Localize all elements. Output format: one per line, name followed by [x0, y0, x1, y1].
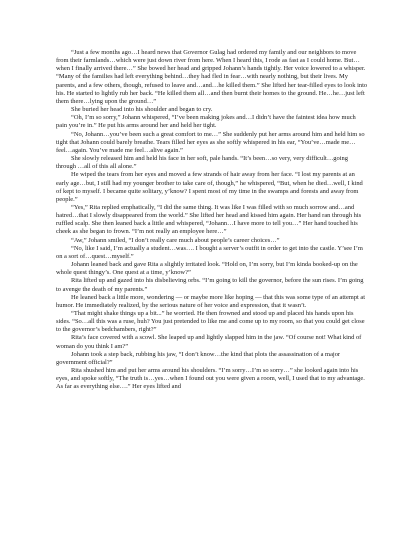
paragraph: Rita lifted up and gazed into his disbelieving orbs. “I’m going to kill the governor, before the sun rises. I’m going to avenge the death of my parents.” [56, 277, 364, 293]
paragraph: Johann leaned back and gave Rita a slightly irritated look. “Hold on, I’m sorry, but I’m kinda booked-up on the whole quest thingy’s. One quest at a time, y’know?” [56, 261, 358, 277]
document-page [56, 49, 368, 392]
paragraph: “Aw,” Johann smiled, “I don’t really care much about people’s career choices…” [71, 236, 280, 244]
paragraph: “Yes,” Rita replied emphatically, “I did the same thing. It was like I was filled with so much sorrow and…and hatred…that I slowly disappeared from the world.” She lifted her head and kissed him again. Her hand ran through his ruffled scalp. She then leaned back a little and whispered, “Johann…I have more to tell you…” Her hand touched his cheek as she began to frown. “I’m not really an employee here…” [56, 203, 362, 236]
paragraph: Johann took a step back, rubbing his jaw, “I don’t know…the kind that plots the assassination of a major government official?” [56, 350, 341, 366]
paragraph: “That might shake things up a bit...” he worried. He then frowned and stood up and placed his hands upon his sides. “So…all this was a ruse, huh? You just pretended to like me and come up to my room, so that you could get close to the governor’s bedchambers, right?” [56, 310, 365, 334]
paragraph: “No, like I said, I’m actually a student…was…. I bought a server’s outfit in order to get into the castle. Y’see I’m on a sort of…quest…myself.” [56, 244, 363, 260]
paragraph: He wiped the tears from her eyes and moved a few strands of hair away from her face. “I lost my parents at an early age…but, I still had my younger brother to take care of, though,” he whispered, “But, when he died…well, I kind of kept to myself. I became quite solitary, y’know? I spent most of my time in the swamps and forests and away from people.” [56, 171, 363, 203]
paragraph: She buried her head into his shoulder and began to cry. [71, 106, 213, 114]
paragraph: Rita shushed him and put her arms around his shoulders. “I’m sorry…I’m so sorry…” she looked again into his eyes, and spoke softly, “The truth is…yes…when I found out you were given a room, well, I used that to my advantage. As far as everything else….” Her eyes lifted and [56, 367, 365, 391]
paragraph: “No, Johann…you’ve been such a great comfort to me…” She suddenly put her arms around him and held him so tight that Johann could barely breathe. Tears filled her eyes as she softly whispered in his ear, “You’ve…made me…feel…again. You’ve made me feel…alive again.” [56, 130, 365, 154]
paragraph: He leaned back a little more, wondering — or maybe more like hoping — that this was some type of an attempt at humor. He immediately realized, by the serious nature of her voice and expression, that it wasn’t. [56, 293, 366, 309]
paragraph: “Oh, I’m so sorry,” Johann whispered, “I’ve been making jokes and…I didn’t have the faintest idea how much pain you’re in.” He put his arms around her and held her tight. [56, 114, 356, 130]
paragraph: She slowly released him and held his face in her soft, pale hands. “It’s been…so very, very difficult…going through …all of this all alone.” [56, 155, 348, 171]
paragraph: “Just a few months ago…I heard news that Governor Gulag had ordered my family and our neighbors to move from their farmlands…which were just down river from here. When I heard this, I rode as fast as I could home. But…when I finally arrived there…” She bowed her head and gripped Johann’s hands tightly. Her voice lowered to a whisper. “Many of the families had left everything behind…they had fled in fear…with nearly nothing, but their lives. My parents, and a few others, though, refused to leave and…and…he killed them.” She lifted her tear-filled eyes to look into his. He started to lightly rub her back. “He killed them all…and then burnt their homes to the ground. He…he…just left them there…lying upon the ground…” [56, 49, 368, 105]
paragraph: Rita’s face covered with a scowl. She leaped up and lightly slapped him in the jaw. “Of course not! What kind of woman do you think I am?” [56, 334, 362, 350]
